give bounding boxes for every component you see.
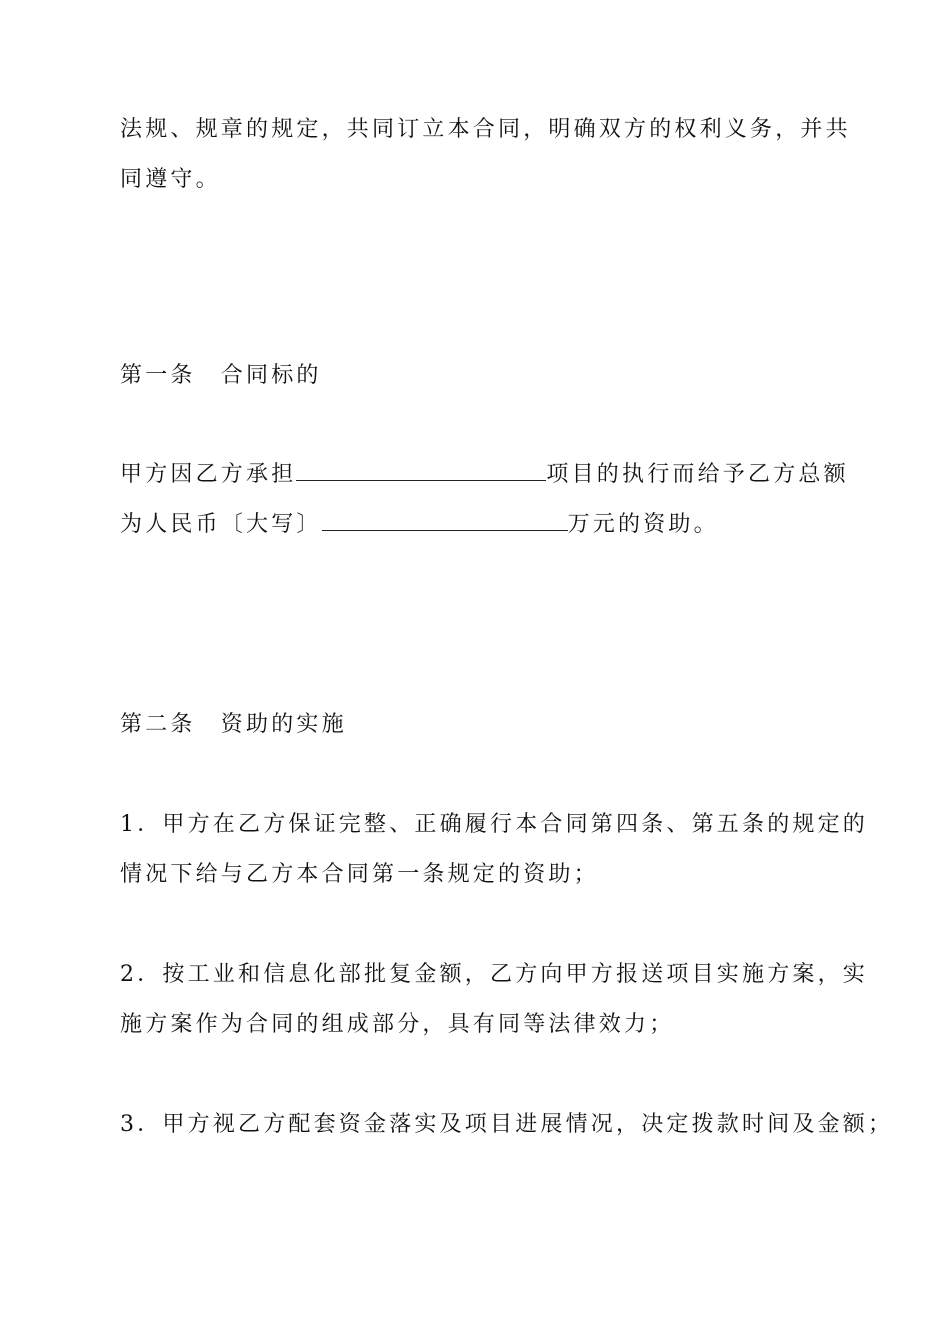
article-2-heading: 第二条 资助的实施 bbox=[120, 712, 347, 737]
article-1-line-2 bbox=[120, 510, 719, 540]
intro-line-2: 同遵守。 bbox=[120, 167, 221, 192]
article-1-line-1-after: 项目的执行而给予乙方总额 bbox=[546, 462, 849, 487]
article-2-item-3-line-1: 3．甲方视乙方配套资金落实及项目进展情况，决定拨款时间及金额； bbox=[120, 1112, 894, 1137]
article-1-line-1 bbox=[120, 460, 849, 490]
intro-line-1: 法规、规章的规定，共同订立本合同，明确双方的权利义务，并共 bbox=[120, 117, 851, 142]
article-2-item-1-line-1: 1．甲方在乙方保证完整、正确履行本合同第四条、第五条的规定的 bbox=[120, 812, 868, 837]
article-1-line-2-before: 为人民币〔大写〕 bbox=[120, 512, 322, 537]
article-2-item-2-line-2: 施方案作为合同的组成部分，具有同等法律效力； bbox=[120, 1012, 675, 1037]
article-1-line-1-before: 甲方因乙方承担 bbox=[120, 462, 297, 487]
article-1-heading: 第一条 合同标的 bbox=[120, 363, 322, 388]
amount-blank[interactable] bbox=[322, 512, 568, 531]
project-name-blank[interactable] bbox=[296, 462, 546, 481]
article-1-line-2-after: 万元的资助。 bbox=[567, 512, 719, 537]
article-2-item-1-line-2: 情况下给与乙方本合同第一条规定的资助； bbox=[120, 862, 599, 887]
article-2-item-2-line-1: 2．按工业和信息化部批复金额，乙方向甲方报送项目实施方案，实 bbox=[120, 962, 868, 987]
